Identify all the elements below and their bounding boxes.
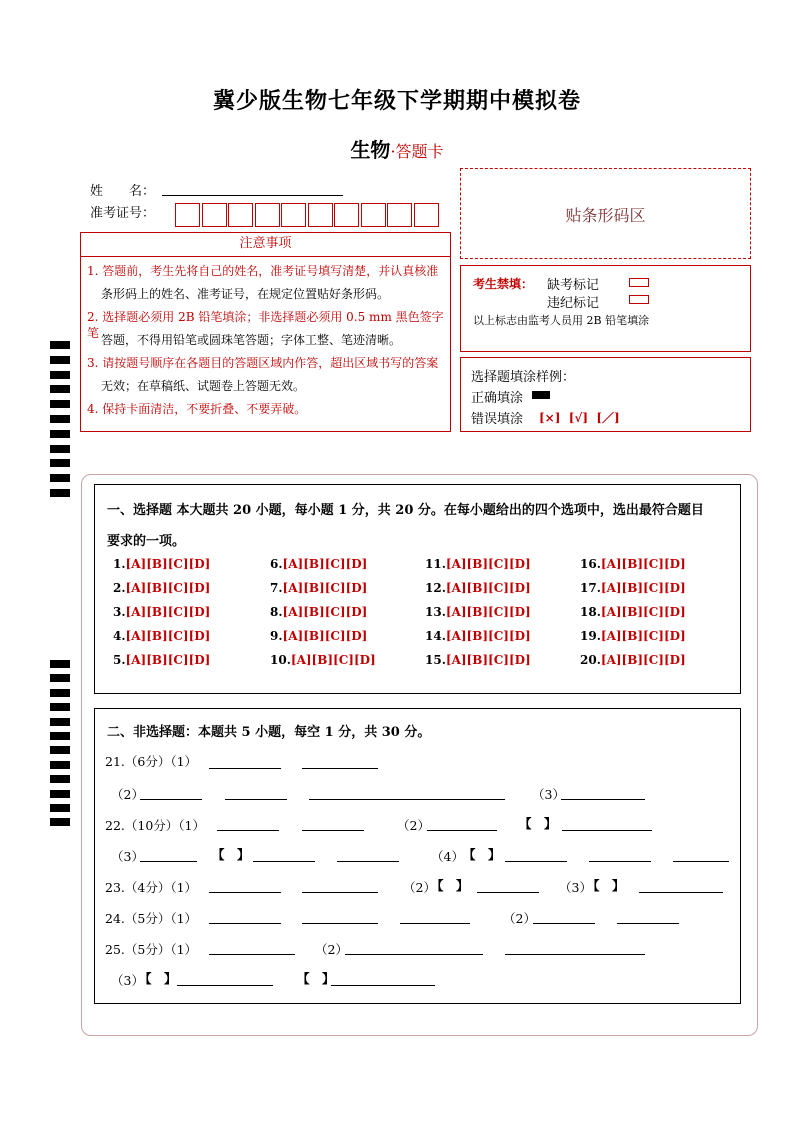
timing-mark [50,761,70,769]
answer-bracket[interactable]: 【 】 [212,847,250,862]
q21-label: 21.（6分）（1） [105,754,198,769]
notice-line: 2. 选择题必须用 2B 铅笔填涂；非选择题必须用 0.5 mm 黑色签字笔 [87,310,444,340]
timing-mark [50,746,70,754]
option-bubbles[interactable]: [A][B][C][D] [600,629,686,643]
choice-question[interactable] [425,581,531,595]
timing-mark [50,415,70,423]
q22-part3-label: （3） [111,849,144,864]
exam-id-grid[interactable] [175,203,441,227]
option-bubbles[interactable]: [A][B][C][D] [125,629,211,643]
card-type-label: 答题卡 [395,142,444,161]
timing-mark [50,385,70,393]
notice-line: 无效；在草稿纸、试题卷上答题无效。 [101,379,306,393]
option-bubbles[interactable]: [A][B][C][D] [445,629,531,643]
exam-id-cell[interactable] [281,203,306,227]
option-bubbles[interactable]: [A][B][C][D] [600,605,686,619]
notice-line: 4. 保持卡面清洁，不要折叠、不要弄破。 [87,402,307,416]
option-bubbles[interactable]: [A][B][C][D] [445,653,531,667]
option-bubbles[interactable]: [A][B][C][D] [445,581,531,595]
answer-blank[interactable] [673,860,729,862]
choice-question[interactable] [425,605,531,619]
question-number: 18. [580,605,601,619]
timing-mark [50,804,70,812]
question-number: 8. [270,605,283,619]
exam-id-cell[interactable] [334,203,359,227]
option-bubbles[interactable]: [A][B][C][D] [282,629,368,643]
question-number: 3. [113,605,126,619]
absent-mark-box[interactable] [629,278,649,287]
wrong-fill-examples: [×] [√] [／] [539,411,620,425]
choice-question[interactable] [580,581,686,595]
notice-line: 1. 答题前，考生先将自己的姓名，准考证号填写清楚，并认真核准 [87,264,439,278]
name-field[interactable] [162,179,343,196]
choice-question[interactable] [113,605,210,619]
question-number: 2. [113,581,126,595]
q25-part2-label: （2） [315,942,348,957]
q23-part2-label: （2） [403,880,436,895]
choice-question[interactable] [580,557,686,571]
answer-blank[interactable] [561,798,645,800]
answer-blank[interactable] [177,984,273,986]
answer-blank[interactable] [209,891,281,893]
option-bubbles[interactable]: [A][B][C][D] [290,653,376,667]
page-title: 冀少版生物七年级下学期期中模拟卷 [212,88,581,114]
notice-line: 条形码上的姓名、准考证号，在规定位置贴好条形码。 [101,287,390,301]
exam-id-cell[interactable] [361,203,386,227]
notice-heading: 注意事项 [81,233,450,257]
choice-question[interactable] [113,581,210,595]
question-number: 13. [425,605,446,619]
nonchoice-section [94,708,741,1004]
restricted-label: 考生禁填： [473,277,534,291]
absent-label: 缺考标记 [547,278,600,293]
fill-sample-box [460,357,751,432]
question-number: 6. [270,557,283,571]
question-number: 19. [580,629,601,643]
answer-blank[interactable] [140,860,197,862]
option-bubbles[interactable]: [A][B][C][D] [282,557,368,571]
answer-blank[interactable] [427,829,497,831]
examinee-restricted-box [460,265,751,352]
q24-label: 24.（5分）（1） [105,911,198,926]
question-number: 12. [425,581,446,595]
exam-id-cell[interactable] [202,203,227,227]
choice-section-title: 一、选择题 本大题共 20 小题，每小题 1 分，共 20 分。在每小题给出的四个选项中，选出最符合题目 [107,503,704,518]
choice-question[interactable] [425,653,531,667]
question-number: 15. [425,653,446,667]
q24-part2-label: （2） [503,911,536,926]
choice-question[interactable] [270,557,367,571]
subtitle-separator: · [390,142,396,161]
id-label: 准考证号： [90,206,156,221]
option-bubbles[interactable]: [A][B][C][D] [125,653,211,667]
question-number: 9. [270,629,283,643]
answer-blank[interactable] [209,922,281,924]
exam-id-cell[interactable] [175,203,200,227]
timing-mark [50,474,70,482]
question-number: 10. [270,653,291,667]
choice-question[interactable] [113,653,210,667]
answer-blank[interactable] [477,891,539,893]
option-bubbles[interactable]: [A][B][C][D] [600,557,686,571]
answer-blank[interactable] [140,798,202,800]
timing-mark [50,718,70,726]
timing-mark [50,356,70,364]
answer-bracket[interactable]: 【 】 [297,971,335,986]
exam-id-cell[interactable] [228,203,253,227]
name-label: 姓 名： [90,184,156,199]
notice-line: 3. 请按题号顺序在各题目的答题区域内作答，超出区域书写的答案 [87,356,439,370]
q22-label: 22.（10分）（1） [105,818,205,833]
answer-blank[interactable] [533,922,595,924]
choice-question[interactable] [580,629,686,643]
answer-bracket[interactable]: 【 】 [519,816,557,831]
subject-label: 生物 [350,138,391,162]
choice-question[interactable] [425,629,531,643]
q23-label: 23.（4分）（1） [105,880,198,895]
question-number: 7. [270,581,283,595]
timing-mark [50,674,70,682]
question-number: 4. [113,629,126,643]
q25-part3-label: （3） [111,973,144,988]
answer-bracket[interactable]: 【 】 [431,878,469,893]
option-bubbles[interactable]: [A][B][C][D] [125,581,211,595]
timing-mark [50,341,70,349]
timing-mark [50,489,70,497]
answer-blank[interactable] [302,922,378,924]
timing-mark [50,732,70,740]
wrong-fill-label: 错误填涂 [471,412,524,427]
choice-question[interactable] [425,557,531,571]
question-number: 14. [425,629,446,643]
choice-question[interactable] [270,605,367,619]
answer-blank[interactable] [337,860,399,862]
answer-blank[interactable] [302,767,378,769]
timing-mark [50,459,70,467]
timing-mark [50,689,70,697]
answer-blank[interactable] [217,829,279,831]
barcode-area [460,168,751,259]
answer-bracket[interactable]: 【 】 [587,878,625,893]
answer-bracket[interactable]: 【 】 [139,971,177,986]
answer-blank[interactable] [505,953,645,955]
choice-question[interactable] [580,605,686,619]
answer-blank[interactable] [331,984,435,986]
timing-mark [50,775,70,783]
q22-part2-label: （2） [397,818,430,833]
timing-mark [50,445,70,453]
option-bubbles[interactable]: [A][B][C][D] [282,581,368,595]
option-bubbles[interactable]: [A][B][C][D] [600,581,686,595]
question-number: 17. [580,581,601,595]
answer-blank[interactable] [302,891,378,893]
violation-mark-box[interactable] [629,295,649,304]
answer-blank[interactable] [309,798,505,800]
card-subtitle [0,134,794,163]
timing-mark [50,371,70,379]
question-number: 16. [580,557,601,571]
correct-fill-label: 正确填涂 [471,391,524,406]
choice-question[interactable] [113,557,210,571]
exam-id-cell[interactable] [414,203,439,227]
timing-mark [50,400,70,408]
answer-blank[interactable] [505,860,567,862]
option-bubbles[interactable]: [A][B][C][D] [445,605,531,619]
option-bubbles[interactable]: [A][B][C][D] [445,557,531,571]
option-bubbles[interactable]: [A][B][C][D] [600,653,686,667]
choice-question[interactable] [270,653,376,667]
q25-label: 25.（5分）（1） [105,942,198,957]
exam-id-cell[interactable] [255,203,280,227]
timing-mark [50,430,70,438]
q21-part3-label: （3） [532,787,565,802]
notice-box [80,232,451,432]
restricted-note: 以上标志由监考人员用 2B 铅笔填涂 [473,314,650,327]
timing-mark [50,703,70,711]
question-number: 1. [113,557,126,571]
timing-mark [50,660,70,668]
timing-mark [50,790,70,798]
exam-id-cell[interactable] [308,203,333,227]
timing-mark [50,818,70,826]
answer-blank[interactable] [345,953,483,955]
answer-blank[interactable] [302,829,364,831]
exam-id-cell[interactable] [387,203,412,227]
question-number: 20. [580,653,601,667]
answer-blank[interactable] [225,798,287,800]
answer-blank[interactable] [562,829,652,831]
q21-part2-label: （2） [111,787,144,802]
nonchoice-section-title: 二、非选择题：本题共 5 小题，每空 1 分，共 30 分。 [107,725,431,740]
answer-blank[interactable] [253,860,315,862]
answer-bracket[interactable]: 【 】 [463,847,501,862]
violation-label: 违纪标记 [547,296,600,311]
option-bubbles[interactable]: [A][B][C][D] [282,605,368,619]
answer-blank[interactable] [400,922,470,924]
barcode-label: 贴条形码区 [565,206,646,225]
question-number: 5. [113,653,126,667]
q22-part4-label: （4） [431,849,464,864]
answer-blank[interactable] [639,891,723,893]
correct-fill-example [532,391,550,399]
answer-blank[interactable] [589,860,651,862]
fill-sample-title: 选择题填涂样例： [471,370,576,385]
choice-question[interactable] [113,629,210,643]
notice-line: 答题，不得用铅笔或圆珠笔答题；字体工整、笔迹清晰。 [101,333,402,347]
choice-section-title-cont: 要求的一项。 [107,534,186,549]
choice-question[interactable] [580,653,686,667]
answer-blank[interactable] [617,922,679,924]
question-number: 11. [425,557,446,571]
answer-blank[interactable] [209,767,281,769]
choice-question[interactable] [270,629,367,643]
choice-question[interactable] [270,581,367,595]
q23-part3-label: （3） [559,880,592,895]
choice-section [94,484,741,694]
option-bubbles[interactable]: [A][B][C][D] [125,605,211,619]
option-bubbles[interactable]: [A][B][C][D] [125,557,211,571]
answer-blank[interactable] [209,953,295,955]
